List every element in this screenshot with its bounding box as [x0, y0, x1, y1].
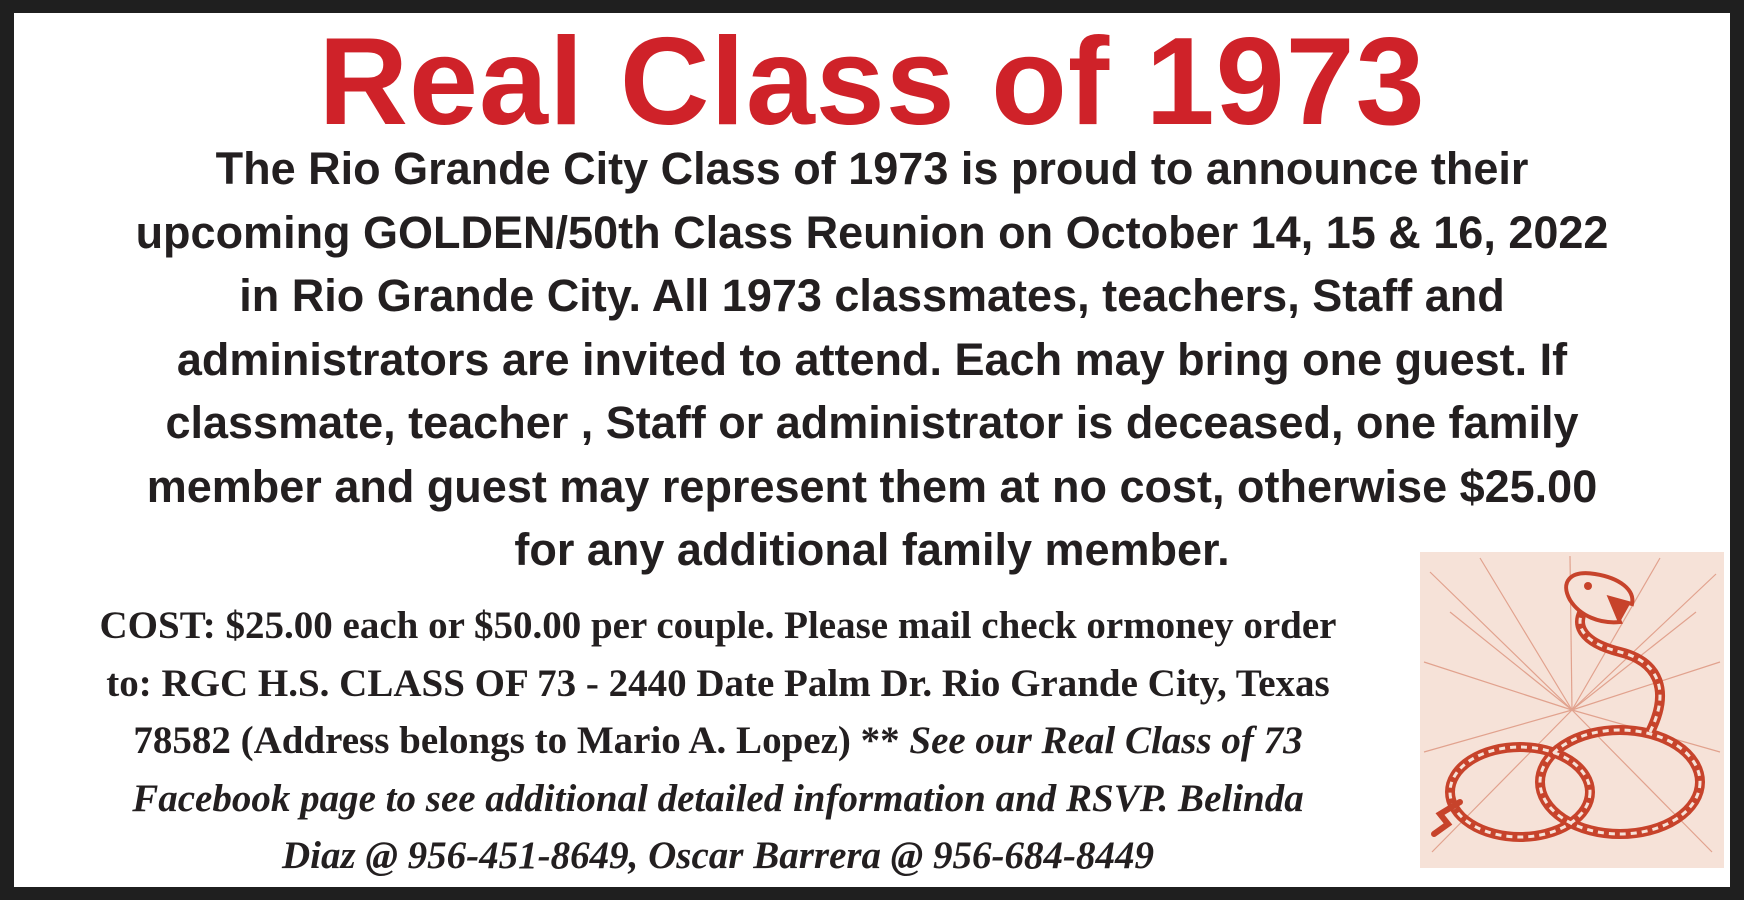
cost-line	[28, 712, 1408, 770]
cost-line-plain: 78582 (Address belongs to Mario A. Lopez) **	[133, 719, 910, 762]
contact-line: Facebook page to see additional detailed information and RSVP. Belinda	[132, 776, 1304, 820]
announcement-line: The Rio Grande City Class of 1973 is proud to announce their	[215, 143, 1529, 194]
announcement-line: member and guest may represent them at no cost, otherwise $25.00	[146, 460, 1598, 512]
announcement-text	[14, 137, 1730, 582]
announcement-line: in Rio Grande City. All 1973 classmates, teachers, Staff and	[239, 270, 1505, 321]
cost-line: to: RGC H.S. CLASS OF 73 - 2440 Date Palm Dr. Rio Grande City, Texas	[106, 661, 1330, 705]
cost-line: COST: $25.00 each or $50.00 per couple. Please mail check ormoney order	[99, 604, 1337, 647]
contact-line: Diaz @ 956-451-8649, Oscar Barrera @ 956-684-8449	[282, 834, 1154, 877]
ad-title: Real Class of 1973	[318, 13, 1426, 151]
reunion-ad	[14, 13, 1730, 887]
announcement-line: for any additional family member.	[514, 524, 1230, 575]
announcement-line: upcoming GOLDEN/50th Class Reunion on October 14, 15 & 16, 2022	[135, 206, 1609, 258]
cost-line-italic: See our Real Class of 73	[909, 719, 1303, 762]
cost-info	[28, 597, 1408, 885]
announcement-line: classmate, teacher , Staff or administrator is deceased, one family	[165, 397, 1579, 448]
announcement-line: administrators are invited to attend. Each may bring one guest. If	[176, 333, 1568, 385]
rattlesnake-illustration	[1420, 552, 1724, 868]
rattlesnake-icon	[1420, 552, 1724, 868]
